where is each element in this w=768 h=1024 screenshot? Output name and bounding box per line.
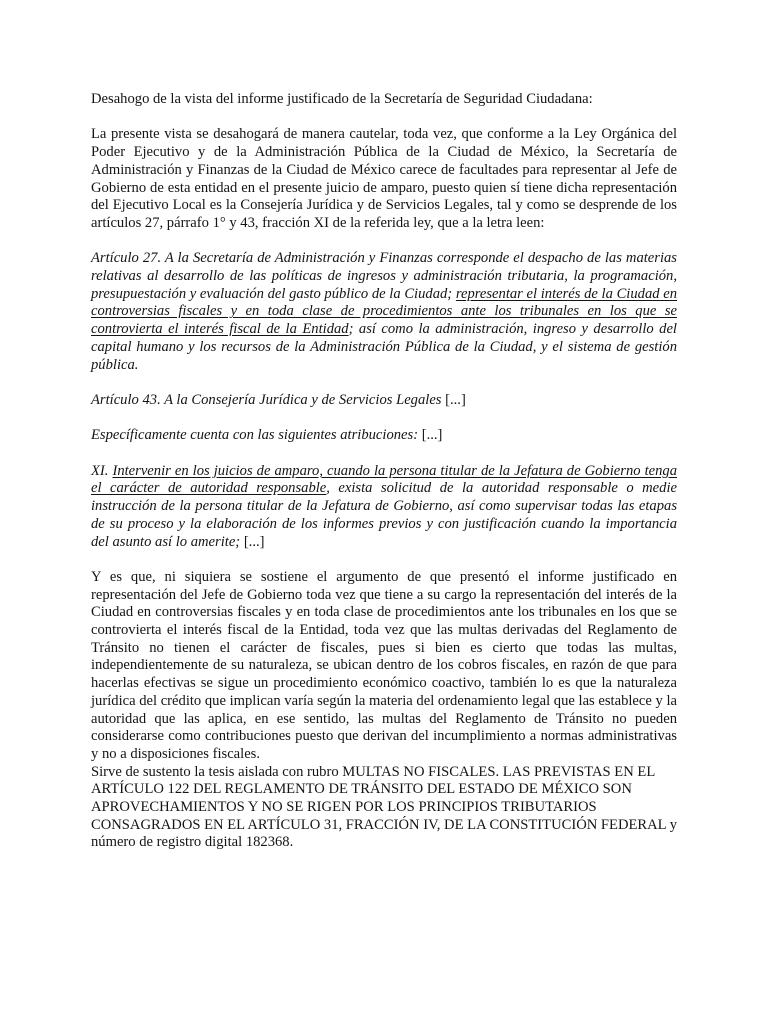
- fraction-xi-ellipsis: [...]: [240, 533, 265, 550]
- article-27-text-end: ; así como la administración, ingreso y desarrollo del capital humano y los recursos de la Administración Pública de la Ciudad, y el sistema de gestión pública.: [91, 321, 677, 373]
- article-27-underlined: representar el interés de la Ciudad en controversias fiscales y en toda clase de procedimientos ante los tribunales en los que se controvierta el interés fiscal de la Entidad: [91, 285, 677, 338]
- article-43-text: Artículo 43. A la Consejería Jurídica y de Servicios Legales: [91, 391, 442, 408]
- attributions-line: [91, 427, 677, 445]
- intro-paragraph: La presente vista se desahogará de manera cautelar, toda vez, que conforme a la Ley Orgánica del Poder Ejecutivo y de la Administración Pública de la Ciudad de México, la Secretaría de Administración y Finanzas de la Ciudad de México carece de facultades para representar al Jefe de Gobierno de esta entidad en el presente juicio de amparo, puesto quien sí tiene dicha representación del Ejecutivo Local es la Consejería Jurídica y de Servicios Legales, tal y como se desprende de los artículos 27, párrafo 1° y 43, fracción XI de la referida ley, que a la letra leen:: [91, 126, 677, 231]
- article-43-ellipsis: [...]: [441, 391, 466, 408]
- article-27-text: Artículo 27. A la Secretaría de Administración y Finanzas corresponde el despacho de las materias relativas al desarrollo de las políticas de ingresos y administración tributaria, la programación, presupuestación y evaluación del gasto público de la Ciudad;: [91, 250, 677, 302]
- fraction-xi-text: , exista solicitud de la autoridad responsable o medie instrucción de la persona titular de la Jefatura de Gobierno, así como supervisar todas las etapas de su proceso y la elaboración de los informes previos y con justificación cuando la importancia del asunto así lo amerite;: [91, 480, 677, 550]
- fraction-xi-quote: [91, 463, 677, 552]
- document-body: [91, 91, 677, 870]
- fraction-xi-underlined: Intervenir en los juicios de amparo, cuando la persona titular de la Jefatura de Gobierno tenga el carácter de autoridad responsable: [91, 462, 677, 497]
- article-27-quote: [91, 250, 677, 374]
- argument-paragraph: Y es que, ni siquiera se sostiene el argumento de que presentó el informe justificado en representación del Jefe de Gobierno toda vez que tiene a su cargo la representación del interés de la Ciudad en controversias fiscales y en toda clase de procedimientos ante los tribunales en los que se controvierta el interés fiscal de la Entidad, toda vez que las multas derivadas del Reglamento de Tránsito no tienen el carácter de fiscales, pues si bien es cierto que todas las multas, independientemente de su naturaleza, se ubican dentro de los cobros fiscales, en razón de que para hacerlas efectivas se sigue un procedimiento económico coactivo, también lo es que la naturaleza jurídica del crédito que implican varía según la materia del ordenamiento legal que las establece y la autoridad que las aplica, en ese sentido, las multas del Reglamento de Tránsito no pueden considerarse como contribuciones puesto que derivan del incumplimiento a normas administrativas y no a disposiciones fiscales.: [91, 568, 677, 762]
- document-heading: Desahogo de la vista del informe justificado de la Secretaría de Seguridad Ciudadana:: [91, 91, 593, 107]
- attributions-text: Específicamente cuenta con las siguientes atribuciones:: [91, 427, 419, 444]
- thesis-paragraph: Sirve de sustento la tesis aislada con rubro MULTAS NO FISCALES. LAS PREVISTAS EN EL ARTÍCULO 122 DEL REGLAMENTO DE TRÁNSITO DEL ESTADO DE MÉXICO SON APROVECHAMIENTOS Y NO SE RIGEN POR LOS PRINCIPIOS TRIBUTARIOS CONSAGRADOS EN EL ARTÍCULO 31, FRACCIÓN IV, DE LA CONSTITUCIÓN FEDERAL y número de registro digital 182368.: [91, 763, 677, 851]
- attributions-ellipsis: [...]: [418, 427, 443, 444]
- fraction-xi-number: XI.: [91, 462, 113, 479]
- article-43-quote: [91, 392, 677, 410]
